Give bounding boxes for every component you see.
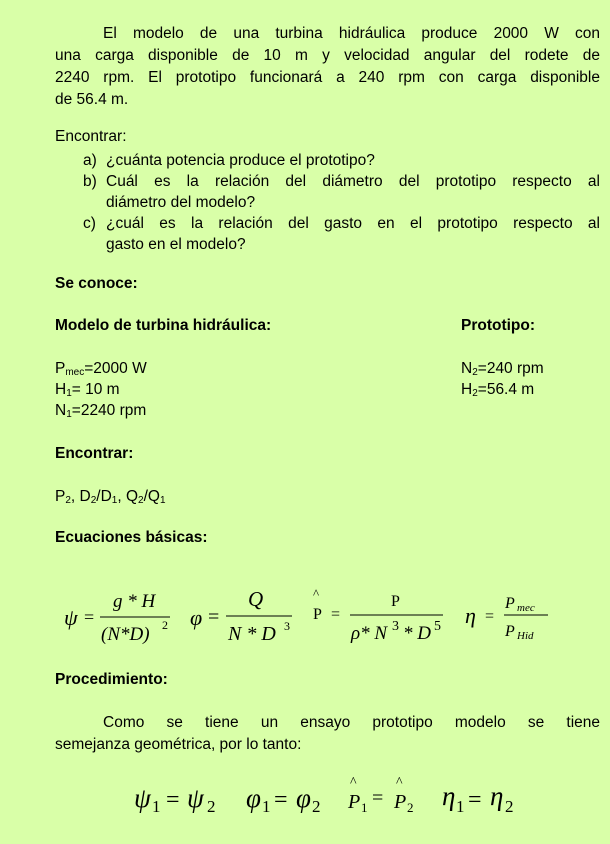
svg-text:^: ^	[396, 775, 403, 790]
find2-heading: Encontrar:	[55, 445, 134, 462]
svg-text:1: 1	[262, 797, 271, 816]
item-text: ¿cuánta potencia produce el prototipo?	[106, 152, 375, 169]
phi-symbol: φ	[190, 605, 203, 630]
psi-similarity	[134, 783, 216, 816]
equals-sign: =	[331, 606, 341, 623]
svg-text:η: η	[490, 781, 504, 811]
basic-equations	[0, 578, 610, 658]
svg-text:2: 2	[207, 797, 216, 816]
item-text: diámetro del modelo?	[106, 194, 256, 211]
item-label: b)	[83, 173, 97, 190]
item-label: c)	[83, 215, 96, 232]
unknowns-list: $P_2$, $D_2/D_1$, $Q_2/Q_1$	[55, 488, 166, 506]
exponent: 3	[392, 619, 399, 634]
model-speed: $N_1=2240$ rpm	[55, 402, 147, 420]
exponent: 5	[434, 619, 441, 634]
item-text: gasto en el modelo?	[106, 236, 246, 253]
item-text: ¿cuál es la relación del gasto en el prototipo respecto al	[106, 215, 600, 232]
denominator-b: * D	[403, 623, 431, 644]
subscript: Hid	[517, 630, 534, 642]
svg-text:2: 2	[505, 797, 514, 816]
numerator: g * H	[113, 591, 156, 612]
equations-heading: Ecuaciones básicas:	[55, 529, 208, 546]
efficiency-equation	[465, 595, 548, 642]
svg-text:1: 1	[152, 797, 161, 816]
svg-text:P: P	[394, 791, 407, 813]
known-heading: Se conoce:	[55, 275, 138, 292]
procedure-line: semejanza geométrica, por lo tanto:	[55, 736, 302, 753]
svg-text:1: 1	[456, 797, 465, 816]
eta-symbol: η	[465, 603, 476, 628]
power-coefficient-similarity	[347, 775, 414, 815]
procedure-line: Como se tiene un ensayo prototipo modelo se tiene	[103, 714, 600, 731]
procedure-paragraph	[55, 712, 600, 756]
eta-similarity	[442, 781, 514, 816]
svg-text:=: =	[274, 787, 288, 813]
intro-line: una carga disponible de 10 m y velocidad angular del rodete de	[55, 47, 600, 64]
intro-line: de 56.4 m.	[55, 91, 129, 108]
equals-sign: =	[84, 607, 95, 627]
model-power: $P_{mec}=2000$ W	[55, 360, 147, 378]
equals-sign: =	[485, 608, 495, 625]
item-text: Cuál es la relación del diámetro del prototipo respecto al	[106, 173, 600, 190]
svg-text:φ: φ	[246, 783, 261, 813]
equals-sign: =	[208, 606, 220, 628]
svg-text:2: 2	[312, 797, 321, 816]
prototype-head: $H_2=56.4$ m	[461, 381, 535, 399]
svg-text:=: =	[166, 787, 180, 813]
power-coefficient-equation	[313, 586, 443, 644]
numerator: P	[391, 593, 400, 610]
exponent: 3	[284, 619, 290, 633]
numerator: P	[505, 595, 515, 612]
item-label: a)	[83, 152, 97, 169]
denominator: N * D	[228, 623, 276, 645]
denominator: (N*D)	[101, 624, 150, 645]
psi-symbol: ψ	[64, 605, 78, 630]
intro-line: El modelo de una turbina hidráulica produce 2000 W con	[103, 25, 600, 42]
find-heading: Encontrar:	[55, 128, 127, 145]
svg-text:^: ^	[350, 775, 357, 790]
intro-paragraph	[55, 23, 600, 111]
numerator: Q	[248, 587, 264, 611]
hat: ^	[313, 586, 320, 601]
model-head: $H_1= 10$ m	[55, 381, 120, 399]
intro-line: 2240 rpm. El prototipo funcionará a 240 rpm con carga disponible	[55, 69, 600, 86]
exponent: 2	[162, 618, 168, 632]
subscript: mec	[517, 602, 535, 614]
phi-similarity	[246, 783, 321, 816]
p-hat-symbol: P	[313, 606, 322, 623]
svg-text:φ: φ	[296, 783, 311, 813]
svg-text:=: =	[372, 787, 384, 809]
svg-text:P: P	[348, 791, 361, 813]
svg-text:ψ: ψ	[134, 783, 151, 813]
svg-text:=: =	[468, 787, 482, 813]
denominator-a: ρ* N	[351, 623, 388, 644]
svg-text:1: 1	[361, 800, 368, 815]
prototype-speed: $N_2=240$ rpm	[461, 360, 544, 378]
model-heading: Modelo de turbina hidráulica:	[55, 317, 272, 334]
phi-equation	[190, 587, 292, 645]
svg-text:2: 2	[407, 800, 414, 815]
svg-text:η: η	[442, 781, 456, 811]
denominator: P	[505, 623, 515, 640]
prototype-heading: Prototipo:	[461, 317, 536, 334]
svg-text:ψ: ψ	[187, 783, 204, 813]
procedure-heading: Procedimiento:	[55, 671, 168, 688]
similarity-equations	[0, 770, 610, 830]
psi-equation	[64, 591, 170, 645]
